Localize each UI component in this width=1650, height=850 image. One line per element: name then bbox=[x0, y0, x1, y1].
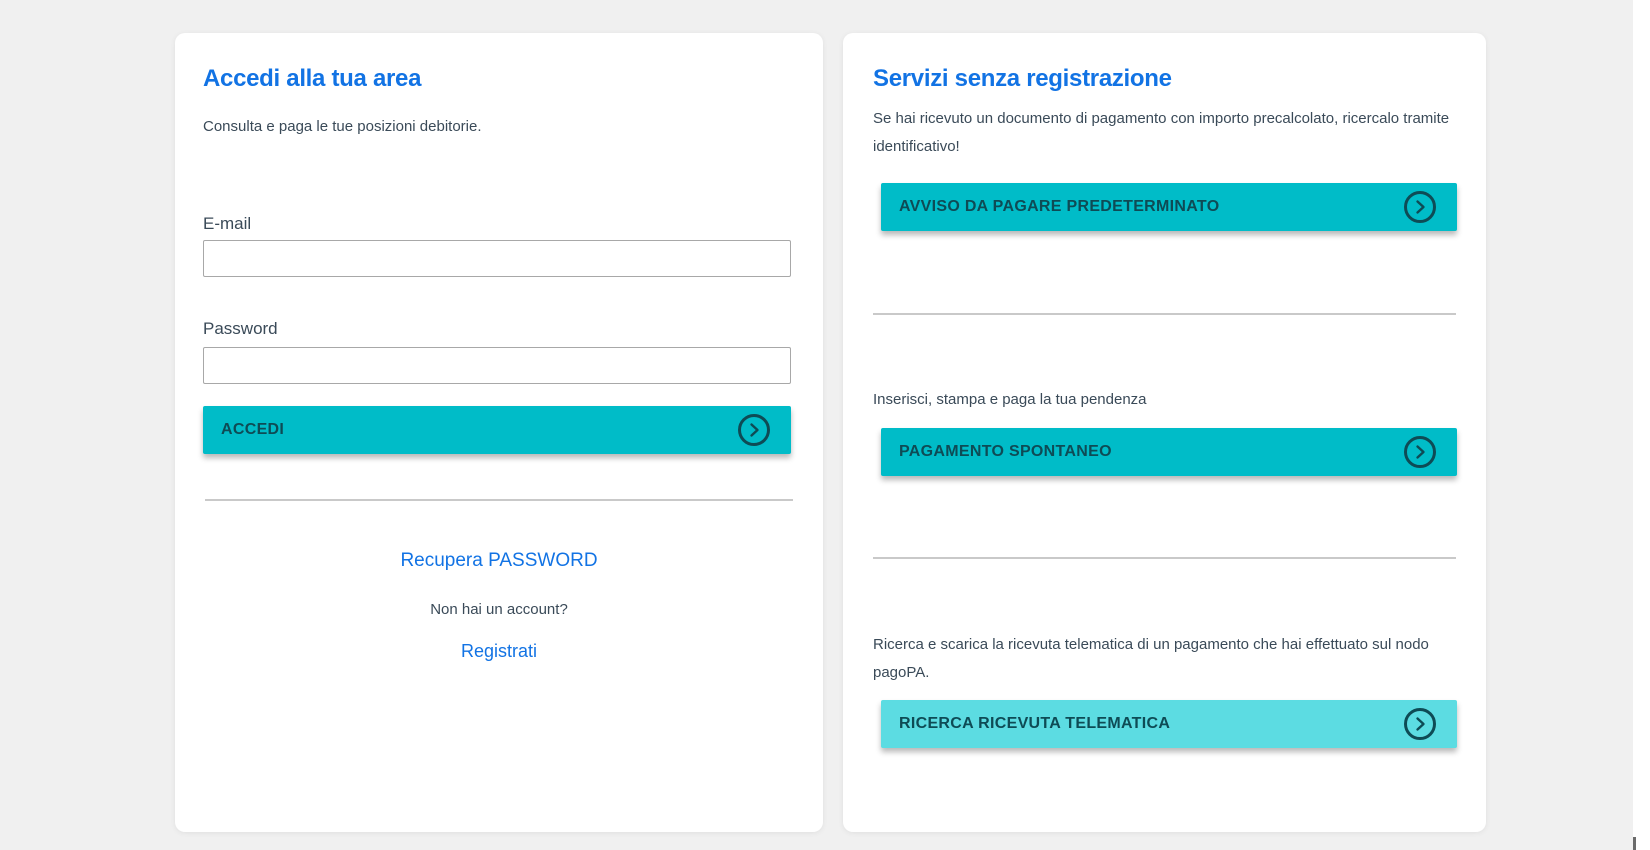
circle-chevron-right-icon bbox=[737, 413, 771, 447]
email-input[interactable] bbox=[203, 240, 791, 277]
login-title: Accedi alla tua area bbox=[203, 65, 422, 92]
service-description: Inserisci, stampa e paga la tua pendenza bbox=[873, 391, 1147, 408]
register-link[interactable]: Registrati bbox=[460, 641, 538, 661]
divider bbox=[873, 313, 1456, 315]
login-card bbox=[175, 33, 823, 832]
divider bbox=[873, 557, 1456, 559]
divider bbox=[205, 499, 793, 501]
login-submit-label: ACCEDI bbox=[221, 421, 285, 438]
service-description: Ricerca e scarica la ricevuta telematica di un pagamento che hai effettuato sul nodo pagoPA. bbox=[873, 636, 1429, 681]
login-subtitle: Consulta e paga le tue posizioni debitorie. bbox=[203, 118, 482, 135]
service-description: Se hai ricevuto un documento di pagamento con importo precalcolato, ricercalo tramite identificativo! bbox=[873, 110, 1450, 155]
password-label: Password bbox=[203, 319, 278, 338]
avviso-da-pagare-label: AVVISO DA PAGARE PREDETERMINATO bbox=[899, 198, 1220, 215]
circle-chevron-right-icon bbox=[1403, 435, 1437, 469]
password-input[interactable] bbox=[203, 347, 791, 384]
services-title: Servizi senza registrazione bbox=[873, 65, 1172, 92]
pagamento-spontaneo-label: PAGAMENTO SPONTANEO bbox=[899, 443, 1112, 460]
recover-password-link[interactable]: Recupera PASSWORD bbox=[400, 550, 598, 571]
circle-chevron-right-icon bbox=[1403, 190, 1437, 224]
circle-chevron-right-icon bbox=[1403, 707, 1437, 741]
no-account-text: Non hai un account? bbox=[430, 601, 568, 618]
avviso-da-pagare-button[interactable] bbox=[881, 183, 1457, 231]
ricerca-ricevuta-label: RICERCA RICEVUTA TELEMATICA bbox=[899, 715, 1171, 732]
ricerca-ricevuta-button[interactable] bbox=[881, 700, 1457, 748]
email-label: E-mail bbox=[203, 214, 252, 233]
services-card bbox=[843, 33, 1486, 832]
login-submit-button[interactable] bbox=[203, 406, 791, 454]
pagamento-spontaneo-button[interactable] bbox=[881, 428, 1457, 476]
scrollbar-thumb[interactable] bbox=[1633, 837, 1636, 850]
scrollbar-track[interactable] bbox=[1633, 0, 1650, 850]
